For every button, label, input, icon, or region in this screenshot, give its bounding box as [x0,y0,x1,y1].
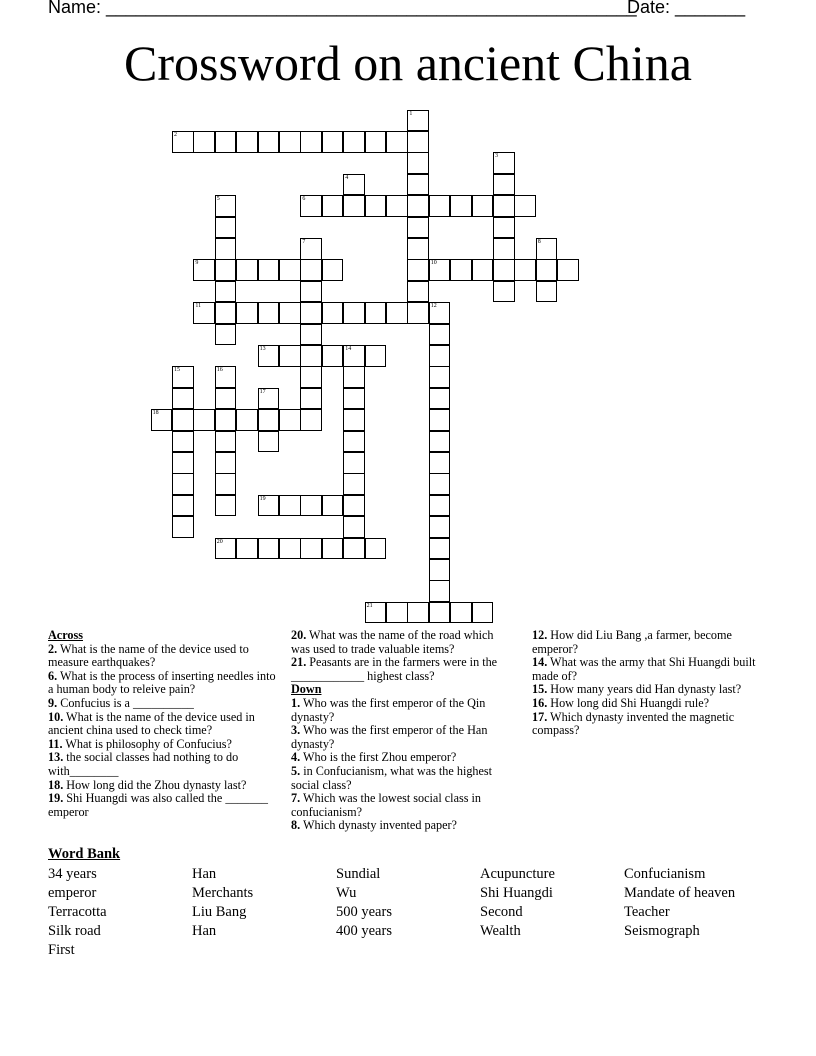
grid-cell[interactable] [215,131,237,153]
down-clue [291,792,513,819]
grid-cell[interactable] [536,259,558,281]
grid-cell[interactable] [557,259,579,281]
clue-number: 14 [345,346,352,352]
grid-cell[interactable] [343,452,365,474]
grid-cell[interactable] [343,131,365,153]
grid-cell[interactable] [493,195,515,217]
clue-number: 8. [291,818,301,833]
grid-cell[interactable] [536,238,558,260]
clue-number: 6. [48,668,58,683]
grid-cell[interactable] [151,409,173,431]
across-clue [48,792,284,819]
grid-cell[interactable] [365,538,387,560]
grid-cell[interactable] [322,345,344,367]
grid-cell[interactable] [407,281,429,303]
grid-cell[interactable] [322,302,344,324]
clue-number: 12. [532,628,548,642]
clue-number: 16 [216,367,223,374]
across-clue [48,751,284,778]
grid-cell[interactable] [215,324,237,346]
grid-cell[interactable] [300,324,322,346]
clue-number: 11 [195,303,202,310]
grid-cell[interactable] [429,388,451,410]
clue-text: Who is the first Zhou emperor? [300,750,457,765]
down-clue-list-continued [532,629,768,738]
grid-cell[interactable] [236,302,258,324]
word-bank-entry: Terracotta [48,904,107,920]
grid-cell[interactable] [343,195,365,217]
grid-cell[interactable] [407,195,429,217]
down-clue [291,724,513,751]
grid-cell[interactable] [300,259,322,281]
clue-text: What is philosophy of Confucius? [62,736,232,751]
across-clue [48,670,284,697]
across-clue-list-continued [291,629,513,683]
grid-cell[interactable] [429,580,451,602]
grid-cell[interactable] [300,302,322,324]
word-bank-entry: 500 years [336,904,392,920]
grid-cell[interactable] [215,238,237,260]
grid-cell[interactable] [407,152,429,174]
grid-cell[interactable] [279,345,301,367]
grid-cell[interactable] [450,195,472,217]
across-clue [48,738,284,752]
clue-number: 15. [532,682,548,697]
grid-cell[interactable] [193,131,215,153]
clue-number: 3 [495,153,498,160]
grid-cell[interactable] [514,195,536,217]
down-clue [291,751,513,765]
clue-number: 10. [48,709,64,724]
clue-text: Which dynasty invented paper? [300,818,457,833]
grid-cell[interactable] [429,195,451,217]
word-bank-entry: Mandate of heaven [624,885,736,901]
grid-cell[interactable] [343,174,365,196]
grid-cell[interactable] [386,602,408,624]
grid-cell[interactable] [493,217,515,239]
grid-cell[interactable] [407,110,429,132]
clue-number: 18. [48,777,64,792]
down-clue [532,683,768,697]
clue-text: in Confucianism, what was the highest social class? [291,763,493,792]
grid-cell[interactable] [365,131,387,153]
grid-cell[interactable] [429,473,451,495]
grid-cell[interactable] [407,302,429,324]
clue-text: What was the name of the road which was used to trade valuable items? [291,628,494,656]
grid-cell[interactable] [215,366,237,388]
word-bank-entry: 34 years [48,866,97,882]
clue-number: 16. [532,695,548,710]
grid-cell[interactable] [215,473,237,495]
grid-cell[interactable] [429,602,451,624]
grid-cell[interactable] [407,217,429,239]
clue-text: Who was the first emperor of the Han dynasty? [291,723,488,751]
grid-cell[interactable] [322,131,344,153]
grid-cell[interactable] [365,602,387,624]
down-clue [532,629,768,656]
clue-number: 19. [48,791,64,806]
grid-cell[interactable] [193,259,215,281]
grid-cell[interactable] [300,495,322,517]
clue-number: 4. [291,750,301,765]
grid-cell[interactable] [493,152,515,174]
clue-text: What is the name of the device used to measure earthquakes? [48,641,249,670]
grid-cell[interactable] [365,345,387,367]
grid-cell[interactable] [300,195,322,217]
word-bank-entry: Merchants [192,885,254,901]
down-clue [291,765,513,792]
grid-cell[interactable] [258,409,280,431]
across-clue-list [48,643,284,820]
word-bank-entry: 400 years [336,923,392,939]
grid-cell[interactable] [215,409,237,431]
grid-cell[interactable] [172,131,194,153]
down-clue [532,697,768,711]
word-bank-entry: Wu [336,885,357,901]
grid-cell[interactable] [172,473,194,495]
clue-number: 11. [48,736,63,751]
clue-text: Peasants are in the farmers were in the ____________ highest class? [291,655,498,683]
grid-cell[interactable] [215,302,237,324]
grid-cell[interactable] [407,259,429,281]
grid-cell[interactable] [343,473,365,495]
word-bank-entry: Wealth [480,923,521,939]
grid-cell[interactable] [258,388,280,410]
grid-cell[interactable] [258,538,280,560]
clue-number: 6 [302,196,306,203]
grid-cell[interactable] [429,345,451,367]
grid-cell[interactable] [429,559,451,581]
grid-cell[interactable] [300,388,322,410]
grid-cell[interactable] [215,281,237,303]
clue-number: 20. [291,628,307,642]
down-clue-list [291,697,513,833]
grid-cell[interactable] [472,259,494,281]
grid-cell[interactable] [279,259,301,281]
grid-cell[interactable] [172,516,194,538]
clue-number: 5 [216,196,220,203]
grid-cell[interactable] [407,602,429,624]
grid-cell[interactable] [322,538,344,560]
grid-cell[interactable] [193,409,215,431]
grid-cell[interactable] [215,495,237,517]
word-bank-list [48,865,768,965]
grid-cell[interactable] [236,259,258,281]
clue-number: 3. [291,723,301,738]
clue-text: What is the process of inserting needles into a human body to releive pain? [48,668,276,697]
grid-cell[interactable] [429,538,451,560]
grid-cell[interactable] [236,409,258,431]
clue-number: 21. [291,655,307,670]
grid-cell[interactable] [172,388,194,410]
grid-cell[interactable] [365,195,387,217]
grid-cell[interactable] [493,174,515,196]
grid-cell[interactable] [429,431,451,453]
word-bank-entry: Acupuncture [480,866,555,882]
word-bank-entry: Han [192,923,217,939]
grid-cell[interactable] [258,302,280,324]
clue-number: 13. [48,750,64,765]
clues-column-1 [48,629,284,819]
grid-cell[interactable] [279,495,301,517]
page-title: Crossword on ancient China [124,35,692,91]
grid-cell[interactable] [493,259,515,281]
clue-number: 2. [48,641,58,656]
grid-cell[interactable] [343,431,365,453]
grid-cell[interactable] [300,409,322,431]
grid-cell[interactable] [258,131,280,153]
grid-cell[interactable] [300,131,322,153]
clues-column-2 [291,629,513,833]
word-bank-entry: Sundial [336,866,381,882]
grid-cell[interactable] [407,238,429,260]
grid-cell[interactable] [429,324,451,346]
clue-number: 15 [174,367,180,374]
word-bank-title: Word Bank [48,846,121,862]
grid-cell[interactable] [279,538,301,560]
grid-cell[interactable] [172,452,194,474]
grid-cell[interactable] [215,195,237,217]
grid-cell[interactable] [172,495,194,517]
grid-cell[interactable] [215,217,237,239]
name-field[interactable]: Name: _____________________________________________________ [48,0,637,17]
grid-cell[interactable] [215,259,237,281]
grid-cell[interactable] [450,602,472,624]
grid-cell[interactable] [279,302,301,324]
word-bank-entry: Liu Bang [192,904,247,920]
clues-column-3 [532,629,768,738]
grid-cell[interactable] [365,302,387,324]
clue-text: Which dynasty invented the magnetic compass? [532,709,735,738]
grid-cell[interactable] [172,409,194,431]
grid-cell[interactable] [472,195,494,217]
across-clue [48,711,284,738]
grid-cell[interactable] [429,366,451,388]
clue-number: 17 [259,388,266,395]
grid-cell[interactable] [172,366,194,388]
word-bank [48,846,768,965]
clue-number: 17. [532,709,548,724]
grid-cell[interactable] [258,259,280,281]
clue-number: 12 [430,303,437,310]
clue-number: 7 [302,239,306,245]
grid-cell[interactable] [429,452,451,474]
clue-number: 10 [430,260,437,267]
word-bank-entry: Silk road [48,923,101,939]
grid-cell[interactable] [215,538,237,560]
clue-text: How did Liu Bang ,a farmer, become emperor? [532,628,732,656]
clue-number: 21 [366,602,373,609]
clue-text: Which was the lowest social class in confucianism? [291,791,481,819]
grid-cell[interactable] [493,238,515,260]
down-clue [532,711,768,738]
grid-cell[interactable] [279,409,301,431]
grid-cell[interactable] [343,495,365,517]
grid-cell[interactable] [472,602,494,624]
grid-cell[interactable] [343,366,365,388]
grid-cell[interactable] [407,131,429,153]
down-clue [291,697,513,724]
word-bank-entry: Seismograph [624,923,700,939]
grid-cell[interactable] [258,495,280,517]
clue-number: 20 [216,538,223,545]
grid-cell[interactable] [429,259,451,281]
grid-cell[interactable] [536,281,558,303]
clue-text: Who was the first emperor of the Qin dynasty? [291,695,486,724]
clue-number: 9. [48,695,58,710]
grid-cell[interactable] [258,345,280,367]
grid-cell[interactable] [386,131,408,153]
grid-cell[interactable] [429,409,451,431]
across-clue [48,779,284,793]
grid-cell[interactable] [343,302,365,324]
grid-cell[interactable] [300,366,322,388]
grid-cell[interactable] [258,431,280,453]
clue-number: 19 [259,495,266,502]
grid-cell[interactable] [450,259,472,281]
word-bank-entry: Shi Huangdi [480,885,553,901]
grid-cell[interactable] [236,538,258,560]
clue-text: What is the name of the device used in ancient china used to check time? [48,709,255,738]
grid-cell[interactable] [300,238,322,260]
clue-number: 4 [345,174,349,181]
grid-cell[interactable] [386,195,408,217]
grid-cell[interactable] [279,131,301,153]
clue-number: 2 [174,132,177,138]
grid-cell[interactable] [236,131,258,153]
grid-cell[interactable] [215,431,237,453]
across-clue [48,697,284,711]
word-bank-entry: Teacher [624,904,670,920]
grid-cell[interactable] [215,452,237,474]
grid-cell[interactable] [343,388,365,410]
word-bank-entry: emperor [48,885,97,901]
grid-cell[interactable] [172,431,194,453]
grid-cell[interactable] [322,195,344,217]
grid-cell[interactable] [386,302,408,324]
word-bank-entry: Han [192,866,217,882]
clue-number: 7. [291,791,301,806]
word-bank-entry: Confucianism [624,866,706,882]
clue-text: How long did Shi Huangdi rule? [547,695,710,710]
clue-number: 14. [532,655,548,670]
date-field[interactable]: Date: _______ [627,0,746,17]
grid-cell[interactable] [343,538,365,560]
clue-text: Shi Huangdi was also called the _______ emperor [48,791,269,819]
clue-number: 18 [152,410,159,417]
clue-number: 9 [195,260,199,267]
grid-cell[interactable] [193,302,215,324]
clue-text: Confucius is a __________ [57,695,194,710]
clue-number: 8 [537,239,541,245]
clue-text: What was the army that Shi Huangdi built made of? [532,655,756,683]
grid-cell[interactable] [300,538,322,560]
across-clue [291,629,513,656]
clue-number: 13 [259,346,266,352]
grid-cell[interactable] [322,495,344,517]
grid-cell[interactable] [300,281,322,303]
across-clue [48,643,284,670]
word-bank-entry: Second [480,904,523,920]
clue-text: the social classes had nothing to do with________ [48,750,239,778]
grid-cell[interactable] [215,388,237,410]
down-heading: Down [291,682,322,697]
grid-cell[interactable] [343,516,365,538]
grid-cell[interactable] [407,174,429,196]
word-bank-entry: First [48,942,75,958]
clue-number: 1. [291,695,301,710]
across-heading: Across [48,628,83,642]
grid-cell[interactable] [343,409,365,431]
grid-cell[interactable] [429,495,451,517]
grid-cell[interactable] [429,516,451,538]
grid-cell[interactable] [322,259,344,281]
grid-cell[interactable] [429,302,451,324]
grid-cell[interactable] [514,259,536,281]
down-clue [291,819,513,833]
clue-text: How many years did Han dynasty last? [547,682,742,697]
grid-cell[interactable] [493,281,515,303]
clue-number: 5. [291,763,301,778]
across-clue [291,656,513,683]
clue-number: 1 [409,110,413,117]
clue-text: How long did the Zhou dynasty last? [63,777,247,792]
grid-cell[interactable] [343,345,365,367]
down-clue [532,656,768,683]
grid-cell[interactable] [300,345,322,367]
